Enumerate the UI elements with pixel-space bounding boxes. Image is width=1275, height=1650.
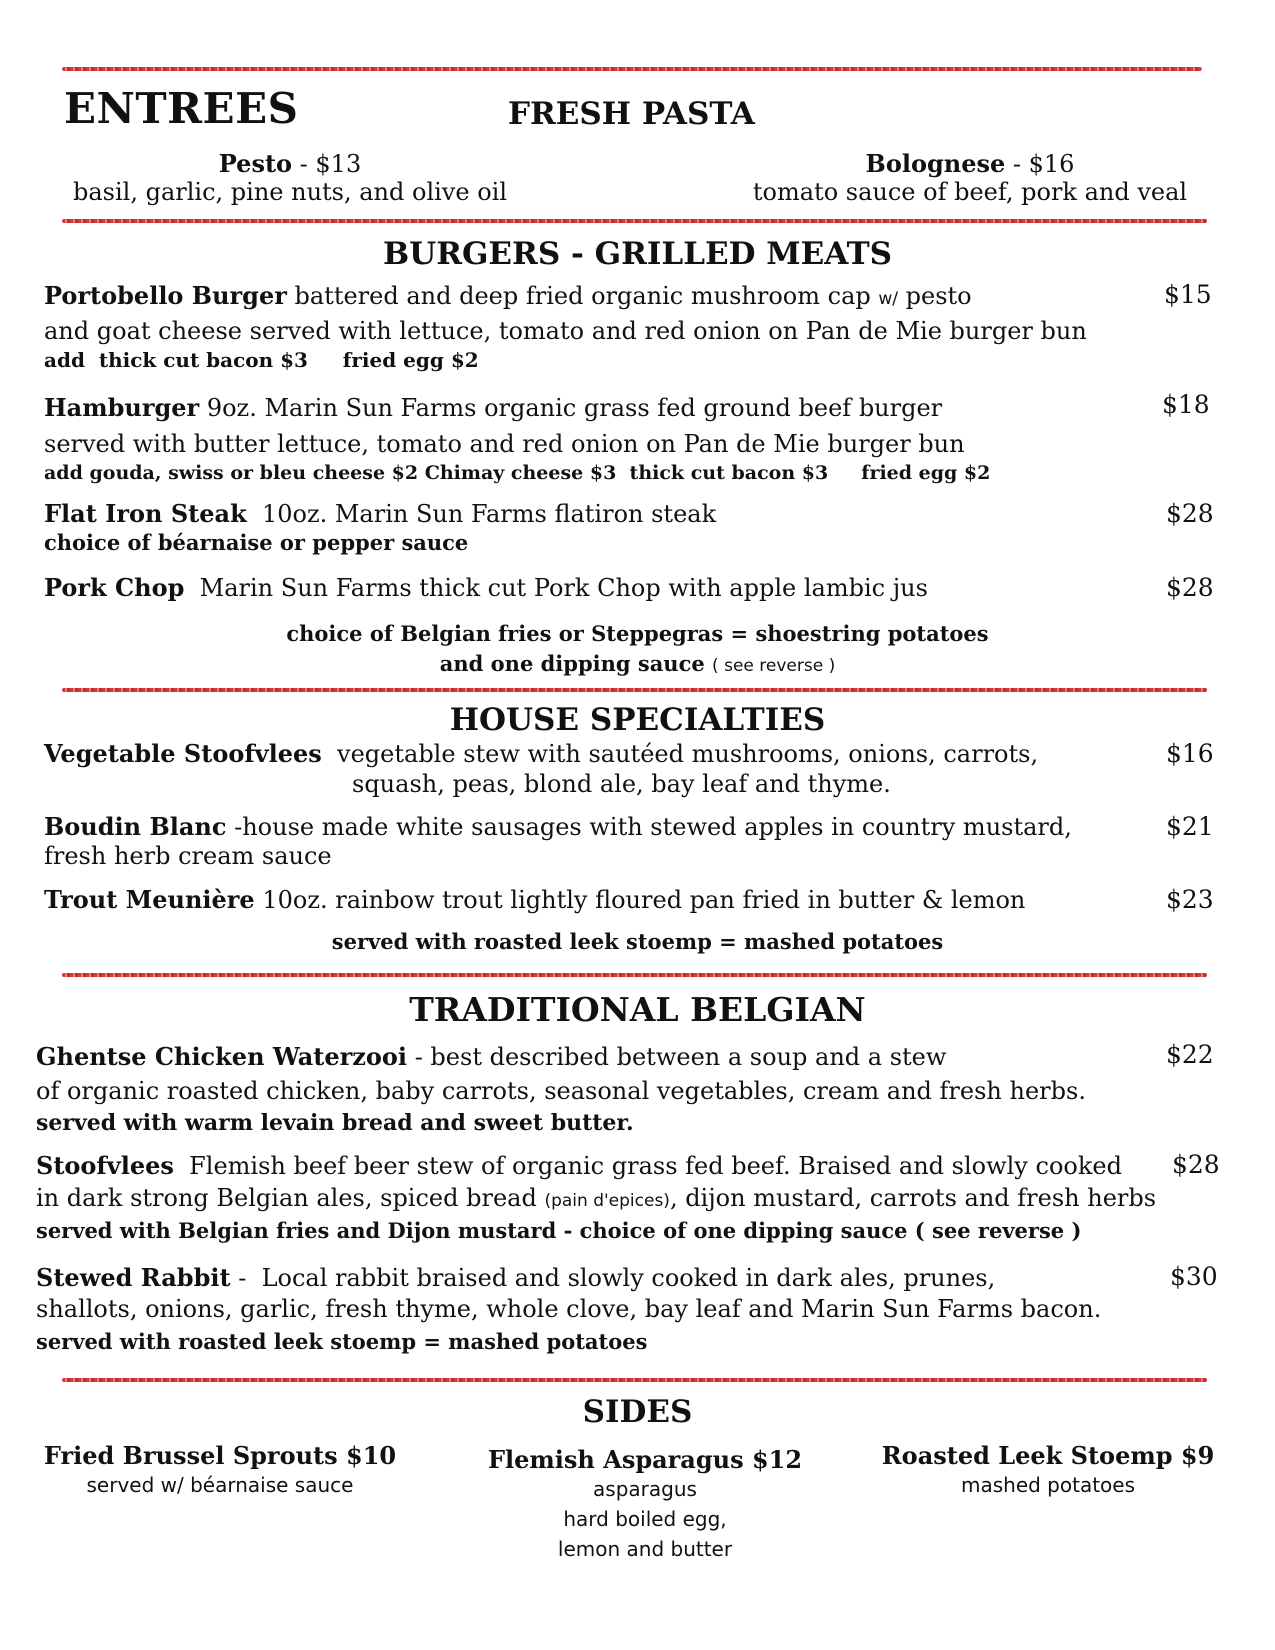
item-name: Stoofvlees <box>36 1151 174 1180</box>
item-addons: add thick cut bacon $3 fried egg $2 <box>44 348 479 372</box>
menu-item-hamburger <box>44 390 965 462</box>
side-name: Flemish Asparagus $12 <box>487 1445 803 1474</box>
item-desc: 10oz. rainbow trout lightly floured pan fried in butter & lemon <box>254 886 1026 914</box>
side-desc: asparagus <box>593 1477 697 1501</box>
item-name: Pork Chop <box>44 573 185 602</box>
item-desc: 10oz. Marin Sun Farms flatiron steak <box>246 500 717 528</box>
burgers-heading: BURGERS - GRILLED MEATS <box>382 236 893 272</box>
divider-burgers <box>62 688 1207 692</box>
pasta-price: - $13 <box>292 150 362 178</box>
item-price: $21 <box>1166 812 1214 841</box>
item-desc-2: fresh herb cream sauce <box>44 842 332 870</box>
side-desc: lemon and butter <box>557 1537 733 1561</box>
menu-item-trout <box>44 885 1025 914</box>
item-desc: battered and deep fried organic mushroom cap <box>286 282 879 310</box>
house-specialties-heading: HOUSE SPECIALTIES <box>449 702 826 738</box>
item-name: Trout Meunière <box>44 885 255 914</box>
side-item-asparagus <box>455 1445 835 1564</box>
item-name: Flat Iron Steak <box>44 499 247 528</box>
sides-heading: SIDES <box>582 1394 693 1430</box>
menu-item-waterzooi <box>36 1040 1086 1108</box>
item-desc: - Local rabbit braised and slowly cooked in dark ales, prunes, <box>230 1264 996 1292</box>
item-price: $30 <box>1170 1262 1218 1291</box>
item-desc: - best described between a soup and a stew <box>407 1043 947 1071</box>
divider-house <box>62 973 1207 977</box>
traditional-belgian-heading: TRADITIONAL BELGIAN <box>409 990 866 1029</box>
item-desc: vegetable stew with sautéed mushrooms, onions, carrots, <box>321 740 1039 768</box>
pasta-price: - $16 <box>1005 150 1075 178</box>
item-name: Hamburger <box>44 393 200 422</box>
item-name: Stewed Rabbit <box>36 1263 231 1292</box>
item-price: $28 <box>1172 1150 1220 1179</box>
menu-item-stoofvlees: Stoofvlees Flemish beef beer stew of organic grass fed beef. Braised and slowly cooked in dark strong Belgian ales, spiced bread (pain d'epices), dijon mustard, carrots and fresh herbs <box>36 1151 1157 1212</box>
item-serve: served with warm levain bread and sweet butter. <box>36 1110 634 1136</box>
side-name: Fried Brussel Sprouts $10 <box>43 1441 397 1470</box>
item-desc: Marin Sun Farms thick cut Pork Chop with apple lambic jus <box>184 574 928 602</box>
item-name: Vegetable Stoofvlees <box>44 739 322 768</box>
pasta-name: Pesto <box>218 149 293 178</box>
item-price: $22 <box>1166 1040 1214 1069</box>
pasta-item-pesto <box>60 149 520 206</box>
item-addons: add gouda, swiss or bleu cheese $2 Chimay cheese $3 thick cut bacon $3 fried egg $2 <box>44 462 991 484</box>
side-item-leek-stoemp <box>858 1441 1238 1500</box>
item-desc: Flemish beef beer stew of organic grass fed beef. Braised and slowly cooked <box>173 1152 1122 1180</box>
divider-traditional <box>62 1378 1207 1382</box>
menu-item-vegetable-stoofvlees <box>44 739 1038 768</box>
item-desc: -house made white sausages with stewed apples in country mustard, <box>226 813 1072 841</box>
item-price: $16 <box>1166 739 1214 768</box>
pasta-item-bolognese <box>740 149 1200 206</box>
divider-pasta <box>62 219 1207 223</box>
item-desc-2: shallots, onions, garlic, fresh thyme, whole clove, bay leaf and Marin Sun Farms bacon. <box>36 1295 1102 1323</box>
entrees-heading: ENTREES <box>64 84 299 133</box>
side-name: Roasted Leek Stoemp $9 <box>881 1441 1215 1470</box>
item-desc-2: squash, peas, blond ale, bay leaf and thyme. <box>352 770 891 798</box>
pasta-desc: tomato sauce of beef, pork and veal <box>752 178 1188 206</box>
burgers-note: choice of Belgian fries or Steppegras = shoestring potatoes and one dipping sauce ( see reverse ) <box>286 621 989 676</box>
item-price: $28 <box>1166 499 1214 528</box>
item-price: $15 <box>1164 280 1212 309</box>
item-price: $18 <box>1162 390 1210 419</box>
item-desc-2: and goat cheese served with lettuce, tomato and red onion on Pan de Mie burger bun <box>44 317 1087 345</box>
side-item-brussel-sprouts <box>30 1441 410 1500</box>
item-serve: served with Belgian fries and Dijon mustard - choice of one dipping sauce ( see reverse ) <box>36 1218 1082 1243</box>
side-desc: served w/ béarnaise sauce <box>86 1473 354 1497</box>
side-desc: mashed potatoes <box>960 1473 1136 1497</box>
pasta-name: Bolognese <box>865 149 1006 178</box>
item-name: Ghentse Chicken Waterzooi <box>36 1042 408 1071</box>
menu-item-portobello: Portobello Burger battered and deep fried organic mushroom cap w/ pesto and goat cheese served with lettuce, tomato and red onion on Pan de Mie burger bun <box>44 281 1087 345</box>
item-addons: choice of béarnaise or pepper sauce <box>44 530 469 555</box>
menu-item-flat-iron <box>44 499 716 528</box>
fresh-pasta-heading: FRESH PASTA <box>508 96 755 132</box>
item-price: $28 <box>1166 573 1214 602</box>
menu-item-boudin-blanc <box>44 812 1072 871</box>
item-name: Portobello Burger <box>44 281 287 310</box>
item-desc-2: of organic roasted chicken, baby carrots, seasonal vegetables, cream and fresh herbs. <box>36 1077 1086 1105</box>
side-desc: hard boiled egg, <box>563 1507 727 1531</box>
menu-item-stewed-rabbit <box>36 1262 1101 1325</box>
item-price: $23 <box>1166 885 1214 914</box>
item-name: Boudin Blanc <box>44 812 227 841</box>
item-serve: served with roasted leek stoemp = mashed potatoes <box>36 1329 648 1354</box>
house-note: served with roasted leek stoemp = mashed potatoes <box>331 929 944 954</box>
pasta-desc: basil, garlic, pine nuts, and olive oil <box>72 178 507 206</box>
item-desc-2: in dark strong Belgian ales, spiced bread <box>36 1184 545 1212</box>
item-desc: 9oz. Marin Sun Farms organic grass fed ground beef burger <box>199 394 943 422</box>
menu-item-pork-chop <box>44 573 928 602</box>
divider-top <box>62 67 1202 71</box>
item-desc-2: served with butter lettuce, tomato and red onion on Pan de Mie burger bun <box>44 430 965 458</box>
